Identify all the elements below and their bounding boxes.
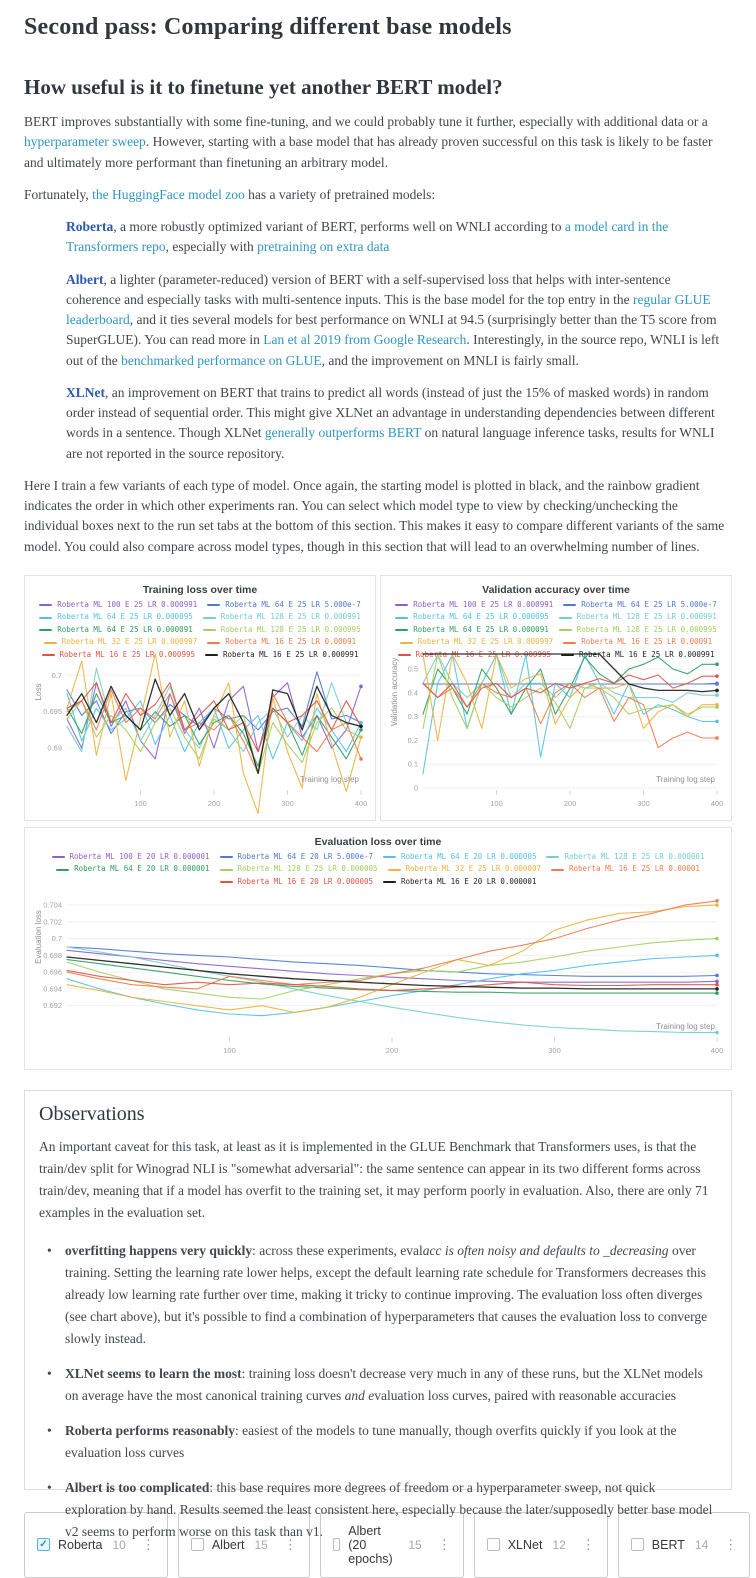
svg-text:0.1: 0.1: [407, 759, 418, 769]
svg-text:300: 300: [637, 798, 650, 808]
legend-dash-icon: [383, 856, 396, 858]
inline-link[interactable]: a model card in the Transformers repo: [66, 219, 669, 255]
svg-text:Validation accuracy: Validation accuracy: [390, 657, 399, 727]
svg-text:0.692: 0.692: [43, 1001, 62, 1011]
legend-dash-icon: [44, 642, 57, 644]
svg-text:400: 400: [710, 798, 724, 808]
tab-label: Roberta: [58, 1537, 103, 1552]
legend-dash-icon: [551, 869, 564, 871]
section-subtitle: How useful is it to finetune yet another BERT model?: [24, 75, 503, 99]
kebab-menu-icon[interactable]: ⋮: [437, 1536, 451, 1552]
run-count-badge: 10: [112, 1537, 126, 1552]
svg-text:0: 0: [413, 783, 418, 793]
legend-item[interactable]: Roberta ML 16 E 20 LR 0.000005: [220, 876, 373, 889]
charts-row-top: [24, 575, 732, 821]
svg-text:0.69: 0.69: [47, 743, 62, 753]
model-term-link[interactable]: XLNet: [66, 384, 105, 400]
svg-text:100: 100: [223, 1046, 236, 1056]
legend-dash-icon: [383, 881, 396, 883]
experiment-description-paragraph: Here I train a few variants of each type of model. Once again, the starting model is plotted in black, and the rainbow gradient indicates the order in which other experiments ran. You can select which model type to view by checking/unchecking the individual boxes next to the run set tabs at the bottom of this section. This makes it easy to compare different variants of the same model. You could also compare across model types, though in this section that will lead to an overwhelming number of lines.: [24, 477, 725, 554]
svg-text:200: 200: [207, 798, 221, 808]
legend-dash-icon: [220, 856, 233, 858]
svg-text:0.695: 0.695: [43, 706, 62, 716]
legend-dash-icon: [39, 604, 52, 606]
legend-dash-icon: [52, 856, 65, 858]
legend-item[interactable]: Roberta ML 128 E 25 LR 0.000991: [203, 611, 361, 624]
legend-item[interactable]: Roberta ML 64 E 25 LR 0.000095: [395, 611, 548, 624]
tab-label: Albert (20 epochs): [348, 1523, 393, 1566]
chart-legend: [31, 851, 725, 889]
legend-dash-icon: [42, 654, 55, 656]
svg-text:0.704: 0.704: [43, 900, 62, 910]
legend-dash-icon: [563, 604, 576, 606]
legend-dash-icon: [398, 654, 411, 656]
svg-text:Training log step: Training log step: [300, 774, 359, 784]
chart-title: Validation accuracy over time: [482, 583, 630, 596]
legend-dash-icon: [395, 617, 408, 619]
svg-text:0.696: 0.696: [43, 967, 62, 977]
svg-text:Evaluation loss: Evaluation loss: [34, 910, 43, 965]
legend-item[interactable]: Roberta ML 16 E 25 LR 0.000991: [205, 649, 358, 662]
legend-dash-icon: [203, 617, 216, 619]
legend-item[interactable]: Roberta ML 32 E 25 LR 0.000007: [388, 863, 541, 876]
inline-link[interactable]: pretraining on extra data: [257, 239, 390, 255]
validation-accuracy-chart: [387, 644, 725, 814]
legend-item[interactable]: Roberta ML 128 E 25 LR 0.000995: [203, 624, 361, 637]
inline-link[interactable]: the HuggingFace model zoo: [92, 186, 245, 202]
observations-caveat: An important caveat for this task, at least as it is implemented in the GLUE Benchmark that Transformers uses, is that the train/dev split for Winograd NLI is "somewhat adversarial": the same sentence can appear in its two different forms across train/dev, meaning that if a model has overfit to the training set, it may perform poorly in evaluation. Also, there are only 71 examples in the evaluation set.: [39, 1138, 709, 1220]
training-loss-chart: [31, 644, 369, 814]
legend-item[interactable]: Roberta ML 64 E 25 LR 0.000091: [39, 624, 192, 637]
list-item: • XLNet seems to learn the most: training loss doesn't decrease very much in any of these runs, but the XLNet models on average have the most canonical training curves and evaluation loss curves, paired with reasonable accuracies: [39, 1363, 713, 1407]
svg-text:0.7: 0.7: [51, 934, 62, 944]
checkbox-checked[interactable]: ✓: [37, 1538, 50, 1551]
observations-list: [39, 1240, 713, 1543]
legend-dash-icon: [395, 604, 408, 606]
training-loss-panel[interactable]: [24, 575, 376, 821]
run-count-badge: 14: [694, 1537, 709, 1552]
legend-item[interactable]: Roberta ML 100 E 25 LR 0.000991: [39, 599, 197, 612]
legend-dash-icon: [207, 604, 220, 606]
inline-link[interactable]: hyperparameter sweep: [24, 134, 146, 150]
svg-text:0.2: 0.2: [407, 735, 418, 745]
kebab-menu-icon[interactable]: ⋮: [283, 1536, 297, 1552]
inline-link[interactable]: benchmarked performance on GLUE: [121, 352, 322, 368]
legend-dash-icon: [559, 629, 572, 631]
kebab-menu-icon[interactable]: ⋮: [724, 1536, 738, 1552]
legend-item[interactable]: Roberta ML 64 E 25 LR 5.000e-7: [207, 599, 360, 612]
legend-item[interactable]: Roberta ML 100 E 20 LR 0.000001: [52, 851, 210, 864]
list-item: • Roberta performs reasonably: easiest of the models to tune manually, though overfits quickly if you look at the evaluation loss curves: [39, 1420, 713, 1464]
model-term-link[interactable]: Roberta: [66, 219, 114, 234]
svg-text:0.702: 0.702: [43, 917, 62, 927]
svg-text:0.4: 0.4: [407, 688, 418, 698]
chart-legend: [31, 599, 369, 659]
legend-item[interactable]: Roberta ML 64 E 20 LR 5.000e-7: [220, 851, 373, 864]
legend-item[interactable]: Roberta ML 128 E 25 LR 0.000001: [546, 851, 704, 864]
fortunately-paragraph: Fortunately, the HuggingFace model zoo has a variety of pretrained models:: [24, 186, 436, 202]
inline-link[interactable]: Lan et al 2019 from Google Research: [263, 332, 467, 348]
svg-text:0.7: 0.7: [51, 670, 62, 680]
evaluation-loss-chart: [31, 889, 725, 1061]
legend-item[interactable]: Roberta ML 64 E 25 LR 0.000095: [39, 611, 192, 624]
svg-text:300: 300: [281, 798, 294, 808]
legend-dash-icon: [400, 642, 413, 644]
legend-dash-icon: [388, 869, 401, 871]
list-item: • Albert is too complicated: this base requires more degrees of freedom or a hyperparameter sweep, not quick exploration by hand. Results seemed the least consistent here, especially because the later/supposedly better base model v2 seems to perform worse on this task than v1.: [39, 1477, 713, 1543]
svg-text:400: 400: [354, 798, 368, 808]
legend-item[interactable]: Roberta ML 16 E 25 LR 0.000991: [561, 649, 714, 662]
chart-title: Evaluation loss over time: [314, 835, 442, 848]
tab-label: XLNet: [507, 1537, 543, 1552]
svg-text:0.698: 0.698: [43, 951, 62, 961]
observations-panel: [24, 1090, 732, 1539]
model-list: [24, 217, 732, 464]
legend-item[interactable]: Roberta ML 64 E 20 LR 0.000001: [56, 863, 209, 876]
chart-title: Training loss over time: [142, 583, 258, 596]
legend-dash-icon: [546, 856, 559, 858]
legend-item[interactable]: Roberta ML 32 E 25 LR 0.000997: [400, 636, 553, 649]
legend-dash-icon: [559, 617, 572, 619]
legend-item[interactable]: Roberta ML 100 E 25 LR 0.000991: [395, 599, 553, 612]
inline-link[interactable]: generally outperforms BERT: [264, 425, 422, 441]
legend-dash-icon: [39, 617, 52, 619]
page-title: Second pass: Comparing different base models: [24, 14, 512, 40]
evaluation-loss-panel[interactable]: [24, 827, 732, 1070]
svg-text:300: 300: [548, 1046, 561, 1056]
legend-item[interactable]: Roberta ML 16 E 25 LR 0.00001: [551, 863, 700, 876]
svg-text:100: 100: [490, 798, 503, 808]
legend-item[interactable]: Roberta ML 16 E 20 LR 0.000001: [383, 876, 536, 889]
run-count-badge: 15: [254, 1537, 268, 1552]
observations-heading: Observations: [39, 1102, 145, 1125]
run-count-badge: 15: [408, 1537, 422, 1552]
svg-text:0.3: 0.3: [407, 711, 418, 721]
svg-text:Training log step: Training log step: [656, 774, 715, 784]
svg-text:200: 200: [563, 798, 577, 808]
legend-item[interactable]: Roberta ML 64 E 25 LR 5.000e-7: [563, 599, 716, 612]
legend-dash-icon: [203, 629, 216, 631]
svg-text:100: 100: [134, 798, 147, 808]
list-item-xlnet: XLNet, an improvement on BERT that trains to predict all words (instead of just the 15% of masked words) in random order instead of sequential order. This might give XLNet an advantage in understanding dependencies between different words in a sentence. Though XLNet generally outperforms BERT on natural language inference tasks, results for WNLI are not reported in the source repository.: [66, 384, 715, 461]
kebab-menu-icon[interactable]: ⋮: [141, 1536, 155, 1552]
legend-dash-icon: [207, 642, 220, 644]
legend-item[interactable]: Roberta ML 16 E 25 LR 0.00091: [563, 636, 712, 649]
legend-dash-icon: [220, 869, 233, 871]
legend-item[interactable]: Roberta ML 128 E 25 LR 0.000005: [220, 863, 378, 876]
svg-text:0.694: 0.694: [43, 984, 62, 994]
legend-item[interactable]: Roberta ML 16 E 25 LR 0.000995: [42, 649, 195, 662]
legend-dash-icon: [563, 642, 576, 644]
legend-item[interactable]: Roberta ML 128 E 25 LR 0.000991: [559, 611, 717, 624]
kebab-menu-icon[interactable]: ⋮: [581, 1536, 595, 1552]
list-item: • overfitting happens very quickly: across these experiments, evalacc is often noisy and defaults to _decreasing over training. Setting the learning rate lower helps, except the default learning rate schedule for Transformers decreases this already low learning rate further over time, making it tricky to continue improving. The evaluation loss often diverges (see chart above), but it's possible to find a combination of hyperparameters that causes the evaluation loss to converge slowly instead.: [39, 1240, 713, 1350]
legend-item[interactable]: Roberta ML 64 E 20 LR 0.000005: [383, 851, 536, 864]
model-term-link[interactable]: Albert: [66, 271, 104, 287]
chart-legend: [387, 599, 725, 659]
list-item-roberta: Roberta, a more robustly optimized variant of BERT, performs well on WNLI according to a model card in the Transformers repo, especially with pretraining on extra data: [66, 219, 669, 255]
svg-text:Training log step: Training log step: [656, 1022, 715, 1032]
legend-dash-icon: [56, 869, 69, 871]
legend-item[interactable]: Roberta ML 128 E 25 LR 0.000995: [559, 624, 717, 637]
run-count-badge: 12: [552, 1537, 566, 1552]
legend-dash-icon: [395, 629, 408, 631]
legend-dash-icon: [39, 629, 52, 631]
list-item-albert: Albert, a lighter (parameter-reduced) version of BERT with a self-supervised loss that helps with inter-sentence coherence and especially tasks with multi-sentence inputs. This is the base model for the top entry in the regular GLUE leaderboard, and it ties several models for best performance on WNLI at 94.5 (surprisingly better than the T5 score from SuperGLUE). You can read more in Lan et al 2019 from Google Research. Interestingly, in the source repo, WNLI is left out of the benchmarked performance on GLUE, and the improvement on MNLI is fairly small.: [66, 271, 720, 368]
svg-text:Loss: Loss: [34, 683, 43, 701]
validation-accuracy-panel[interactable]: [380, 575, 732, 821]
legend-item[interactable]: Roberta ML 64 E 25 LR 0.000091: [395, 624, 548, 637]
inline-link[interactable]: regular GLUE leaderboard: [66, 291, 711, 327]
tab-label: Albert: [211, 1537, 245, 1552]
legend-dash-icon: [220, 881, 233, 883]
legend-item[interactable]: Roberta ML 32 E 25 LR 0.000997: [44, 636, 197, 649]
legend-item[interactable]: Roberta ML 16 E 25 LR 0.00091: [207, 636, 356, 649]
legend-item[interactable]: Roberta ML 16 E 25 LR 0.000995: [398, 649, 551, 662]
intro-paragraph: BERT improves substantially with some fine-tuning, and we could probably tune it further, especially with additional data or a hyperparameter sweep. However, starting with a base model that has already proven successful on this task is likely to be faster and ultimately more performant than finetuning an arbitrary model.: [24, 114, 713, 170]
svg-text:0.5: 0.5: [407, 664, 418, 674]
svg-text:400: 400: [710, 1046, 724, 1056]
tab-label: BERT: [651, 1537, 685, 1552]
svg-text:200: 200: [385, 1046, 399, 1056]
legend-dash-icon: [205, 654, 218, 656]
